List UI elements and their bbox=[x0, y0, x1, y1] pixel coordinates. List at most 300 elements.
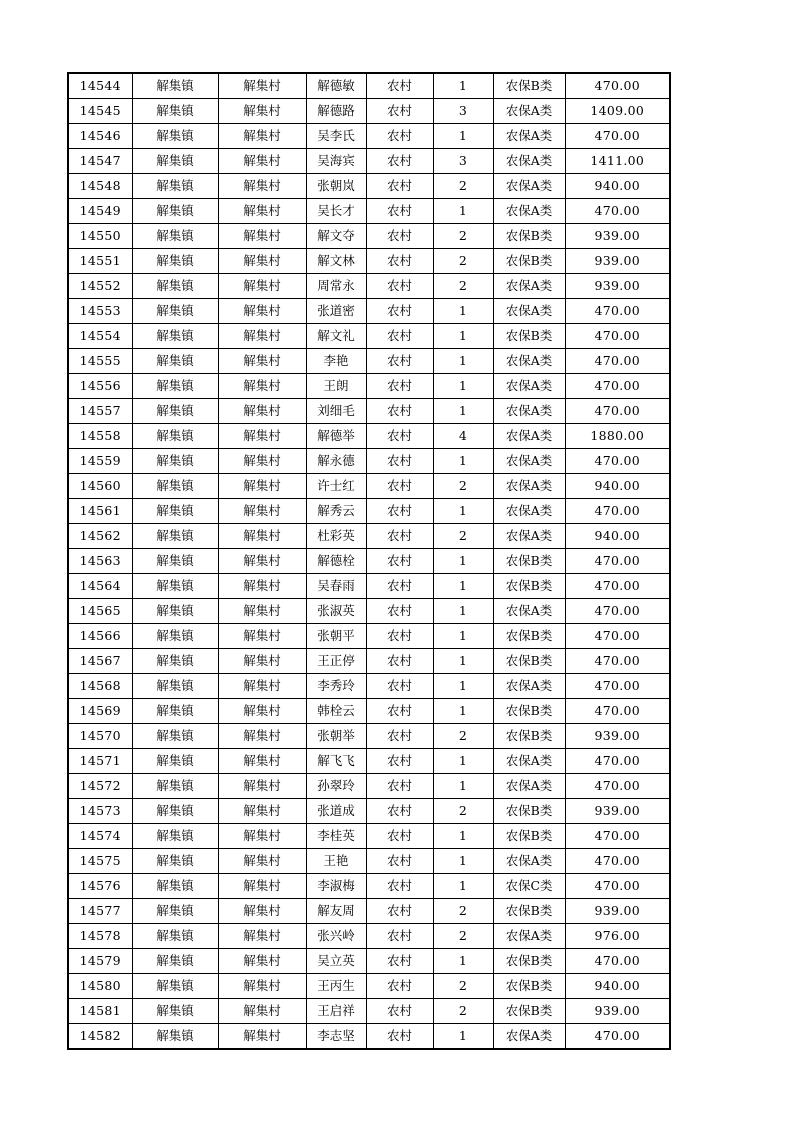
table-row bbox=[68, 399, 670, 424]
amount-cell: 470.00 bbox=[565, 349, 670, 374]
town-cell: 解集镇 bbox=[132, 449, 218, 474]
person-name-cell: 孙翠玲 bbox=[306, 774, 366, 799]
household-count-cell: 1 bbox=[433, 499, 493, 524]
person-name-cell: 吴海宾 bbox=[306, 149, 366, 174]
household-count-cell: 1 bbox=[433, 674, 493, 699]
table-row bbox=[68, 699, 670, 724]
household-count-cell: 2 bbox=[433, 474, 493, 499]
insurance-category-cell: 农保A类 bbox=[493, 449, 565, 474]
village-cell: 解集村 bbox=[218, 949, 306, 974]
table-row bbox=[68, 149, 670, 174]
village-cell: 解集村 bbox=[218, 849, 306, 874]
insurance-category-cell: 农保B类 bbox=[493, 824, 565, 849]
town-cell: 解集镇 bbox=[132, 549, 218, 574]
household-count-cell: 1 bbox=[433, 624, 493, 649]
insurance-category-cell: 农保A类 bbox=[493, 399, 565, 424]
household-count-cell: 1 bbox=[433, 749, 493, 774]
record-id-cell: 14548 bbox=[68, 174, 132, 199]
household-count-cell: 1 bbox=[433, 649, 493, 674]
record-id-cell: 14578 bbox=[68, 924, 132, 949]
record-id-cell: 14550 bbox=[68, 224, 132, 249]
residence-type-cell: 农村 bbox=[366, 324, 433, 349]
insurance-category-cell: 农保B类 bbox=[493, 999, 565, 1024]
household-count-cell: 3 bbox=[433, 149, 493, 174]
household-count-cell: 2 bbox=[433, 974, 493, 999]
town-cell: 解集镇 bbox=[132, 374, 218, 399]
amount-cell: 470.00 bbox=[565, 849, 670, 874]
residence-type-cell: 农村 bbox=[366, 399, 433, 424]
village-cell: 解集村 bbox=[218, 374, 306, 399]
table-row bbox=[68, 724, 670, 749]
record-id-cell: 14571 bbox=[68, 749, 132, 774]
village-cell: 解集村 bbox=[218, 349, 306, 374]
person-name-cell: 周常永 bbox=[306, 274, 366, 299]
roster-table bbox=[67, 72, 671, 1050]
amount-cell: 470.00 bbox=[565, 874, 670, 899]
town-cell: 解集镇 bbox=[132, 299, 218, 324]
table-row bbox=[68, 249, 670, 274]
amount-cell: 1880.00 bbox=[565, 424, 670, 449]
person-name-cell: 王艳 bbox=[306, 849, 366, 874]
record-id-cell: 14564 bbox=[68, 574, 132, 599]
person-name-cell: 张淑英 bbox=[306, 599, 366, 624]
village-cell: 解集村 bbox=[218, 499, 306, 524]
town-cell: 解集镇 bbox=[132, 699, 218, 724]
town-cell: 解集镇 bbox=[132, 99, 218, 124]
insurance-category-cell: 农保A类 bbox=[493, 774, 565, 799]
residence-type-cell: 农村 bbox=[366, 699, 433, 724]
record-id-cell: 14581 bbox=[68, 999, 132, 1024]
person-name-cell: 刘细毛 bbox=[306, 399, 366, 424]
household-count-cell: 1 bbox=[433, 449, 493, 474]
table-row bbox=[68, 649, 670, 674]
residence-type-cell: 农村 bbox=[366, 549, 433, 574]
person-name-cell: 解永德 bbox=[306, 449, 366, 474]
household-count-cell: 2 bbox=[433, 249, 493, 274]
amount-cell: 470.00 bbox=[565, 299, 670, 324]
village-cell: 解集村 bbox=[218, 474, 306, 499]
person-name-cell: 解秀云 bbox=[306, 499, 366, 524]
village-cell: 解集村 bbox=[218, 299, 306, 324]
village-cell: 解集村 bbox=[218, 624, 306, 649]
record-id-cell: 14580 bbox=[68, 974, 132, 999]
table-row bbox=[68, 524, 670, 549]
residence-type-cell: 农村 bbox=[366, 1024, 433, 1050]
record-id-cell: 14573 bbox=[68, 799, 132, 824]
residence-type-cell: 农村 bbox=[366, 774, 433, 799]
amount-cell: 470.00 bbox=[565, 549, 670, 574]
village-cell: 解集村 bbox=[218, 324, 306, 349]
insurance-category-cell: 农保A类 bbox=[493, 424, 565, 449]
person-name-cell: 解德举 bbox=[306, 424, 366, 449]
household-count-cell: 2 bbox=[433, 999, 493, 1024]
village-cell: 解集村 bbox=[218, 724, 306, 749]
town-cell: 解集镇 bbox=[132, 824, 218, 849]
amount-cell: 470.00 bbox=[565, 699, 670, 724]
town-cell: 解集镇 bbox=[132, 799, 218, 824]
record-id-cell: 14546 bbox=[68, 124, 132, 149]
residence-type-cell: 农村 bbox=[366, 474, 433, 499]
table-row bbox=[68, 374, 670, 399]
village-cell: 解集村 bbox=[218, 424, 306, 449]
insurance-category-cell: 农保A类 bbox=[493, 599, 565, 624]
residence-type-cell: 农村 bbox=[366, 724, 433, 749]
residence-type-cell: 农村 bbox=[366, 574, 433, 599]
amount-cell: 1411.00 bbox=[565, 149, 670, 174]
town-cell: 解集镇 bbox=[132, 149, 218, 174]
town-cell: 解集镇 bbox=[132, 849, 218, 874]
residence-type-cell: 农村 bbox=[366, 924, 433, 949]
person-name-cell: 王丙生 bbox=[306, 974, 366, 999]
town-cell: 解集镇 bbox=[132, 499, 218, 524]
household-count-cell: 2 bbox=[433, 524, 493, 549]
town-cell: 解集镇 bbox=[132, 599, 218, 624]
town-cell: 解集镇 bbox=[132, 1024, 218, 1050]
town-cell: 解集镇 bbox=[132, 224, 218, 249]
person-name-cell: 张朝举 bbox=[306, 724, 366, 749]
household-count-cell: 1 bbox=[433, 699, 493, 724]
record-id-cell: 14577 bbox=[68, 899, 132, 924]
table-row bbox=[68, 824, 670, 849]
village-cell: 解集村 bbox=[218, 999, 306, 1024]
table-row bbox=[68, 749, 670, 774]
amount-cell: 470.00 bbox=[565, 124, 670, 149]
amount-cell: 470.00 bbox=[565, 949, 670, 974]
residence-type-cell: 农村 bbox=[366, 649, 433, 674]
household-count-cell: 2 bbox=[433, 924, 493, 949]
household-count-cell: 1 bbox=[433, 774, 493, 799]
person-name-cell: 王启祥 bbox=[306, 999, 366, 1024]
insurance-category-cell: 农保B类 bbox=[493, 649, 565, 674]
town-cell: 解集镇 bbox=[132, 749, 218, 774]
insurance-category-cell: 农保A类 bbox=[493, 1024, 565, 1050]
household-count-cell: 2 bbox=[433, 799, 493, 824]
village-cell: 解集村 bbox=[218, 874, 306, 899]
table-row bbox=[68, 499, 670, 524]
insurance-category-cell: 农保B类 bbox=[493, 324, 565, 349]
residence-type-cell: 农村 bbox=[366, 749, 433, 774]
town-cell: 解集镇 bbox=[132, 124, 218, 149]
table-row bbox=[68, 974, 670, 999]
insurance-category-cell: 农保B类 bbox=[493, 624, 565, 649]
household-count-cell: 1 bbox=[433, 574, 493, 599]
table-row bbox=[68, 274, 670, 299]
record-id-cell: 14570 bbox=[68, 724, 132, 749]
table-row bbox=[68, 424, 670, 449]
residence-type-cell: 农村 bbox=[366, 499, 433, 524]
village-cell: 解集村 bbox=[218, 824, 306, 849]
record-id-cell: 14558 bbox=[68, 424, 132, 449]
table-row bbox=[68, 1024, 670, 1050]
town-cell: 解集镇 bbox=[132, 424, 218, 449]
insurance-category-cell: 农保A类 bbox=[493, 149, 565, 174]
amount-cell: 470.00 bbox=[565, 674, 670, 699]
residence-type-cell: 农村 bbox=[366, 824, 433, 849]
town-cell: 解集镇 bbox=[132, 999, 218, 1024]
village-cell: 解集村 bbox=[218, 574, 306, 599]
household-count-cell: 2 bbox=[433, 899, 493, 924]
record-id-cell: 14544 bbox=[68, 73, 132, 99]
table-row bbox=[68, 549, 670, 574]
village-cell: 解集村 bbox=[218, 73, 306, 99]
insurance-category-cell: 农保A类 bbox=[493, 174, 565, 199]
person-name-cell: 解文礼 bbox=[306, 324, 366, 349]
table-row bbox=[68, 849, 670, 874]
table-row bbox=[68, 349, 670, 374]
residence-type-cell: 农村 bbox=[366, 424, 433, 449]
village-cell: 解集村 bbox=[218, 224, 306, 249]
village-cell: 解集村 bbox=[218, 274, 306, 299]
person-name-cell: 李桂英 bbox=[306, 824, 366, 849]
amount-cell: 470.00 bbox=[565, 324, 670, 349]
village-cell: 解集村 bbox=[218, 124, 306, 149]
household-count-cell: 1 bbox=[433, 299, 493, 324]
insurance-category-cell: 农保A类 bbox=[493, 274, 565, 299]
person-name-cell: 李淑梅 bbox=[306, 874, 366, 899]
household-count-cell: 1 bbox=[433, 324, 493, 349]
record-id-cell: 14563 bbox=[68, 549, 132, 574]
record-id-cell: 14552 bbox=[68, 274, 132, 299]
person-name-cell: 张道成 bbox=[306, 799, 366, 824]
table-row bbox=[68, 73, 670, 99]
amount-cell: 939.00 bbox=[565, 224, 670, 249]
person-name-cell: 解飞飞 bbox=[306, 749, 366, 774]
record-id-cell: 14575 bbox=[68, 849, 132, 874]
village-cell: 解集村 bbox=[218, 674, 306, 699]
residence-type-cell: 农村 bbox=[366, 374, 433, 399]
person-name-cell: 张朝岚 bbox=[306, 174, 366, 199]
amount-cell: 470.00 bbox=[565, 449, 670, 474]
residence-type-cell: 农村 bbox=[366, 224, 433, 249]
person-name-cell: 张兴岭 bbox=[306, 924, 366, 949]
household-count-cell: 1 bbox=[433, 124, 493, 149]
person-name-cell: 解友周 bbox=[306, 899, 366, 924]
amount-cell: 939.00 bbox=[565, 899, 670, 924]
table-row bbox=[68, 124, 670, 149]
table-row bbox=[68, 599, 670, 624]
amount-cell: 939.00 bbox=[565, 249, 670, 274]
village-cell: 解集村 bbox=[218, 99, 306, 124]
person-name-cell: 张道密 bbox=[306, 299, 366, 324]
village-cell: 解集村 bbox=[218, 749, 306, 774]
amount-cell: 470.00 bbox=[565, 649, 670, 674]
residence-type-cell: 农村 bbox=[366, 799, 433, 824]
person-name-cell: 吴长才 bbox=[306, 199, 366, 224]
insurance-category-cell: 农保A类 bbox=[493, 199, 565, 224]
insurance-category-cell: 农保B类 bbox=[493, 799, 565, 824]
residence-type-cell: 农村 bbox=[366, 599, 433, 624]
town-cell: 解集镇 bbox=[132, 874, 218, 899]
amount-cell: 939.00 bbox=[565, 274, 670, 299]
record-id-cell: 14566 bbox=[68, 624, 132, 649]
record-id-cell: 14562 bbox=[68, 524, 132, 549]
record-id-cell: 14565 bbox=[68, 599, 132, 624]
village-cell: 解集村 bbox=[218, 699, 306, 724]
record-id-cell: 14569 bbox=[68, 699, 132, 724]
insurance-category-cell: 农保B类 bbox=[493, 974, 565, 999]
table-row bbox=[68, 474, 670, 499]
household-count-cell: 2 bbox=[433, 274, 493, 299]
person-name-cell: 解德栓 bbox=[306, 549, 366, 574]
table-row bbox=[68, 774, 670, 799]
record-id-cell: 14568 bbox=[68, 674, 132, 699]
town-cell: 解集镇 bbox=[132, 399, 218, 424]
village-cell: 解集村 bbox=[218, 199, 306, 224]
amount-cell: 470.00 bbox=[565, 574, 670, 599]
insurance-category-cell: 农保B类 bbox=[493, 949, 565, 974]
table-row bbox=[68, 949, 670, 974]
household-count-cell: 1 bbox=[433, 349, 493, 374]
person-name-cell: 解德路 bbox=[306, 99, 366, 124]
town-cell: 解集镇 bbox=[132, 949, 218, 974]
table-row bbox=[68, 999, 670, 1024]
record-id-cell: 14561 bbox=[68, 499, 132, 524]
table-row bbox=[68, 299, 670, 324]
village-cell: 解集村 bbox=[218, 924, 306, 949]
amount-cell: 939.00 bbox=[565, 999, 670, 1024]
household-count-cell: 2 bbox=[433, 174, 493, 199]
insurance-category-cell: 农保A类 bbox=[493, 374, 565, 399]
insurance-category-cell: 农保A类 bbox=[493, 749, 565, 774]
table-row bbox=[68, 174, 670, 199]
residence-type-cell: 农村 bbox=[366, 899, 433, 924]
household-count-cell: 1 bbox=[433, 73, 493, 99]
village-cell: 解集村 bbox=[218, 1024, 306, 1050]
amount-cell: 940.00 bbox=[565, 174, 670, 199]
insurance-category-cell: 农保A类 bbox=[493, 349, 565, 374]
town-cell: 解集镇 bbox=[132, 249, 218, 274]
residence-type-cell: 农村 bbox=[366, 349, 433, 374]
table-row bbox=[68, 624, 670, 649]
insurance-category-cell: 农保B类 bbox=[493, 574, 565, 599]
household-count-cell: 1 bbox=[433, 399, 493, 424]
household-count-cell: 1 bbox=[433, 549, 493, 574]
amount-cell: 976.00 bbox=[565, 924, 670, 949]
residence-type-cell: 农村 bbox=[366, 99, 433, 124]
insurance-category-cell: 农保A类 bbox=[493, 924, 565, 949]
town-cell: 解集镇 bbox=[132, 199, 218, 224]
record-id-cell: 14582 bbox=[68, 1024, 132, 1050]
amount-cell: 470.00 bbox=[565, 1024, 670, 1050]
person-name-cell: 解文夺 bbox=[306, 224, 366, 249]
town-cell: 解集镇 bbox=[132, 724, 218, 749]
household-count-cell: 3 bbox=[433, 99, 493, 124]
insurance-category-cell: 农保A类 bbox=[493, 524, 565, 549]
insurance-category-cell: 农保A类 bbox=[493, 299, 565, 324]
person-name-cell: 吴立英 bbox=[306, 949, 366, 974]
village-cell: 解集村 bbox=[218, 174, 306, 199]
amount-cell: 470.00 bbox=[565, 749, 670, 774]
table-row bbox=[68, 799, 670, 824]
town-cell: 解集镇 bbox=[132, 974, 218, 999]
table-row bbox=[68, 224, 670, 249]
town-cell: 解集镇 bbox=[132, 774, 218, 799]
amount-cell: 470.00 bbox=[565, 399, 670, 424]
town-cell: 解集镇 bbox=[132, 274, 218, 299]
town-cell: 解集镇 bbox=[132, 574, 218, 599]
record-id-cell: 14567 bbox=[68, 649, 132, 674]
person-name-cell: 张朝平 bbox=[306, 624, 366, 649]
record-id-cell: 14572 bbox=[68, 774, 132, 799]
residence-type-cell: 农村 bbox=[366, 299, 433, 324]
record-id-cell: 14559 bbox=[68, 449, 132, 474]
household-count-cell: 1 bbox=[433, 199, 493, 224]
amount-cell: 470.00 bbox=[565, 774, 670, 799]
town-cell: 解集镇 bbox=[132, 624, 218, 649]
village-cell: 解集村 bbox=[218, 799, 306, 824]
record-id-cell: 14574 bbox=[68, 824, 132, 849]
table-row bbox=[68, 899, 670, 924]
person-name-cell: 解德敏 bbox=[306, 73, 366, 99]
household-count-cell: 1 bbox=[433, 849, 493, 874]
village-cell: 解集村 bbox=[218, 149, 306, 174]
insurance-category-cell: 农保A类 bbox=[493, 474, 565, 499]
village-cell: 解集村 bbox=[218, 449, 306, 474]
residence-type-cell: 农村 bbox=[366, 674, 433, 699]
town-cell: 解集镇 bbox=[132, 73, 218, 99]
amount-cell: 1409.00 bbox=[565, 99, 670, 124]
household-count-cell: 1 bbox=[433, 374, 493, 399]
household-count-cell: 2 bbox=[433, 224, 493, 249]
amount-cell: 470.00 bbox=[565, 73, 670, 99]
residence-type-cell: 农村 bbox=[366, 849, 433, 874]
amount-cell: 470.00 bbox=[565, 599, 670, 624]
residence-type-cell: 农村 bbox=[366, 249, 433, 274]
insurance-category-cell: 农保A类 bbox=[493, 99, 565, 124]
person-name-cell: 杜彩英 bbox=[306, 524, 366, 549]
residence-type-cell: 农村 bbox=[366, 624, 433, 649]
person-name-cell: 韩栓云 bbox=[306, 699, 366, 724]
household-count-cell: 1 bbox=[433, 599, 493, 624]
amount-cell: 939.00 bbox=[565, 799, 670, 824]
town-cell: 解集镇 bbox=[132, 899, 218, 924]
person-name-cell: 解文林 bbox=[306, 249, 366, 274]
household-count-cell: 1 bbox=[433, 824, 493, 849]
person-name-cell: 吴李氏 bbox=[306, 124, 366, 149]
table-row bbox=[68, 574, 670, 599]
household-count-cell: 1 bbox=[433, 874, 493, 899]
amount-cell: 470.00 bbox=[565, 374, 670, 399]
insurance-category-cell: 农保B类 bbox=[493, 724, 565, 749]
residence-type-cell: 农村 bbox=[366, 199, 433, 224]
table-row bbox=[68, 199, 670, 224]
residence-type-cell: 农村 bbox=[366, 999, 433, 1024]
record-id-cell: 14551 bbox=[68, 249, 132, 274]
town-cell: 解集镇 bbox=[132, 674, 218, 699]
roster-body bbox=[68, 73, 670, 1049]
person-name-cell: 吴春雨 bbox=[306, 574, 366, 599]
household-count-cell: 4 bbox=[433, 424, 493, 449]
amount-cell: 940.00 bbox=[565, 974, 670, 999]
village-cell: 解集村 bbox=[218, 649, 306, 674]
amount-cell: 940.00 bbox=[565, 524, 670, 549]
record-id-cell: 14554 bbox=[68, 324, 132, 349]
record-id-cell: 14549 bbox=[68, 199, 132, 224]
person-name-cell: 李秀玲 bbox=[306, 674, 366, 699]
town-cell: 解集镇 bbox=[132, 349, 218, 374]
amount-cell: 470.00 bbox=[565, 624, 670, 649]
insurance-category-cell: 农保A类 bbox=[493, 674, 565, 699]
insurance-category-cell: 农保A类 bbox=[493, 849, 565, 874]
town-cell: 解集镇 bbox=[132, 524, 218, 549]
amount-cell: 470.00 bbox=[565, 824, 670, 849]
insurance-category-cell: 农保B类 bbox=[493, 224, 565, 249]
record-id-cell: 14553 bbox=[68, 299, 132, 324]
record-id-cell: 14557 bbox=[68, 399, 132, 424]
insurance-category-cell: 农保B类 bbox=[493, 73, 565, 99]
table-row bbox=[68, 924, 670, 949]
person-name-cell: 王朗 bbox=[306, 374, 366, 399]
